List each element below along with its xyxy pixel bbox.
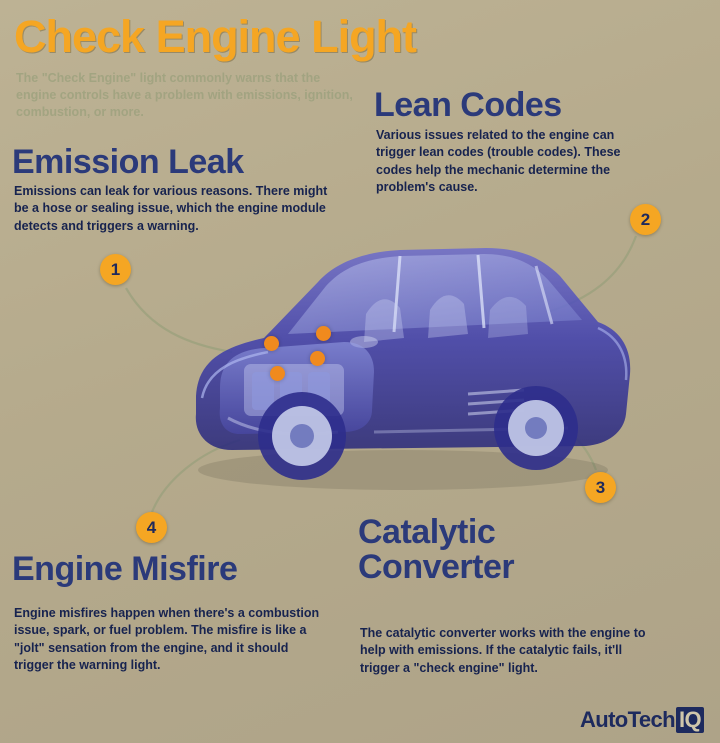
logo-name: AutoTech [579, 707, 675, 732]
intro-text: The "Check Engine" light commonly warns that the engine controls have a problem with emissions, ignition, combustion, or more. [16, 71, 353, 119]
badge-number-1: 1 [100, 254, 131, 285]
section-heading-emission-leak: Emission Leak [12, 143, 244, 181]
car-illustration [168, 218, 638, 508]
section-heading-engine-misfire: Engine Misfire [12, 550, 238, 588]
hotspot-marker [310, 351, 325, 366]
section-heading-lean-codes: Lean Codes [374, 86, 562, 124]
hotspot-marker [264, 336, 279, 351]
section-body-lean-codes: Various issues related to the engine can trigger lean codes (trouble codes). These codes help the mechanic determine the problem's cause. [376, 128, 621, 194]
page-title: Check Engine Light [14, 11, 417, 62]
section-body-engine-misfire: Engine misfires happen when there's a combustion issue, spark, or fuel problem. The misfire is like a "jolt" sensation from the engine, and it should trigger the warning light. [14, 606, 320, 672]
section-body-catalytic-converter: The catalytic converter works with the engine to help with emissions. If the catalytic fails, it'll trigger a "check engine" light. [360, 626, 646, 675]
badge-number-4: 4 [136, 512, 167, 543]
hotspot-marker [270, 366, 285, 381]
brand-logo [580, 707, 704, 733]
section-body-emission-leak: Emissions can leak for various reasons. There might be a hose or sealing issue, which the engine module detects and triggers a warning. [14, 184, 328, 233]
hotspot-marker [316, 326, 331, 341]
badge-number-3: 3 [585, 472, 616, 503]
logo-suffix: IQ [676, 707, 704, 733]
car-cutaway-svg [168, 218, 638, 508]
section-heading-catalytic-converter: Catalytic Converter [358, 513, 515, 586]
badge-number-2: 2 [630, 204, 661, 235]
